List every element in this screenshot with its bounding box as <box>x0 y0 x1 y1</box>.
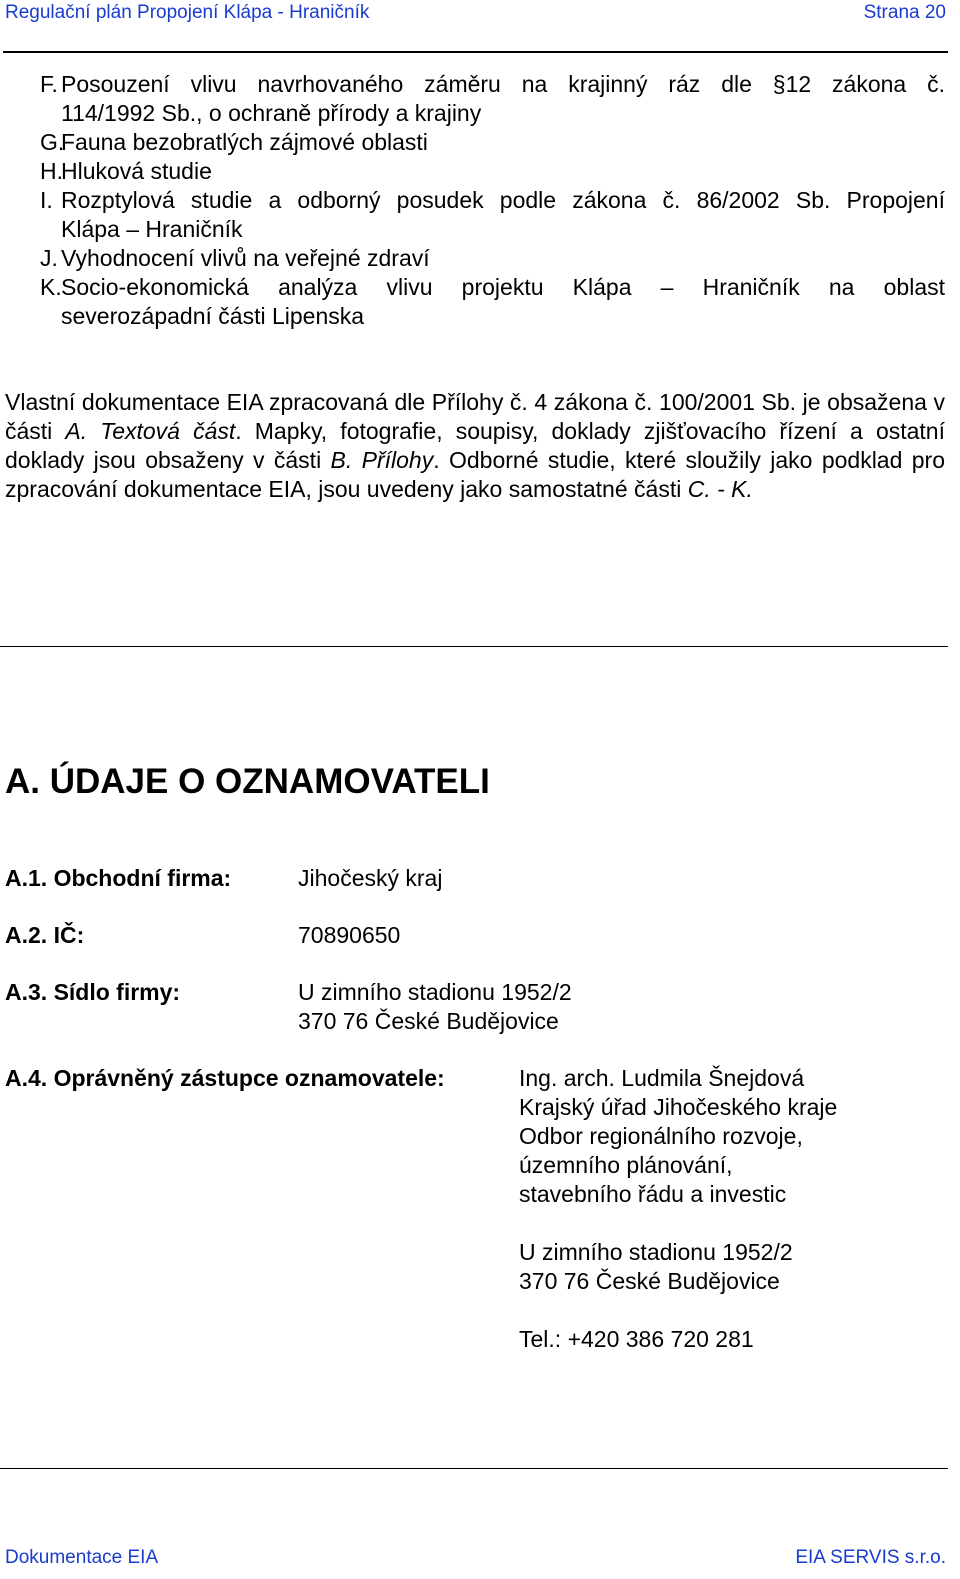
field-label: A.3. Sídlo firmy: <box>5 979 181 1005</box>
list-item <box>40 157 945 186</box>
field-value <box>519 1064 837 1354</box>
appendix-list <box>40 70 945 331</box>
field-value-line: Ing. arch. Ludmila Šnejdová <box>519 1065 805 1091</box>
header-rule <box>3 51 948 53</box>
list-text-line: Klápa – Hraničník <box>61 216 243 242</box>
intro-paragraph <box>5 388 945 504</box>
field-value <box>298 978 572 1036</box>
field-value-line: 70890650 <box>298 922 401 948</box>
list-letter: G. <box>40 129 65 155</box>
spacer <box>519 1296 837 1325</box>
list-letter: I. <box>40 187 53 213</box>
field-value <box>298 864 442 893</box>
field-value-line: U zimního stadionu 1952/2 <box>298 979 572 1005</box>
field-value-line: Jihočeský kraj <box>298 865 443 891</box>
field-label: A.2. IČ: <box>5 922 85 948</box>
document-title: Regulační plán Propojení Klápa - Hraničník <box>5 2 370 23</box>
paragraph-text: Vlastní dokumentace EIA zpracovaná dle Přílohy č. 4 zákona č. 100/2001 Sb. je obsažena v části <box>5 389 945 444</box>
list-item <box>40 273 945 331</box>
list-letter: J. <box>40 245 58 271</box>
list-item <box>40 128 945 157</box>
list-text-line: Fauna bezobratlých zájmové oblasti <box>61 129 428 155</box>
section-divider <box>0 646 948 647</box>
list-letter: F. <box>40 71 58 97</box>
list-text-line: severozápadní části Lipenska <box>61 303 365 329</box>
list-item <box>40 186 945 244</box>
spacer <box>519 1209 837 1238</box>
list-item <box>40 70 945 128</box>
list-letter: H. <box>40 158 63 184</box>
paragraph-italic: B. Přílohy <box>330 447 434 473</box>
page-header <box>5 0 946 25</box>
section-title: A. ÚDAJE O OZNAMOVATELI <box>5 762 490 801</box>
page-footer <box>5 1545 946 1570</box>
field-label: A.4. Oprávněný zástupce oznamovatele: <box>5 1065 445 1091</box>
field-value-line: 370 76 České Budějovice <box>519 1268 780 1294</box>
field-value <box>298 921 400 950</box>
list-text-line: Vyhodnocení vlivů na veřejné zdraví <box>61 245 430 271</box>
paragraph-italic: C. - K. <box>687 476 753 502</box>
list-text-line: Posouzení vlivu navrhovaného záměru na krajinný ráz dle §12 zákona č. <box>61 71 945 97</box>
paragraph-text: . Odborné studie, které sloužily jako podklad pro zpracování dokumentace EIA, jsou uvedeny jako samostatné části <box>5 447 945 502</box>
list-text-line: Socio-ekonomická analýza vlivu projektu Klápa – Hraničník na oblast <box>61 274 945 300</box>
list-text-line: 114/1992 Sb., o ochraně přírody a krajiny <box>61 100 482 126</box>
footer-rule <box>0 1468 948 1469</box>
paragraph-italic: A. Textová část <box>65 418 236 444</box>
list-text-line: Rozptylová studie a odborný posudek podle zákona č. 86/2002 Sb. Propojení <box>61 187 945 213</box>
paragraph-text: . Mapky, fotografie, soupisy, doklady zjišťovacího řízení a ostatní doklady jsou obsaženy v části <box>5 418 945 473</box>
field-value-line: 370 76 České Budějovice <box>298 1008 559 1034</box>
field-value-line: stavebního řádu a investic <box>519 1181 787 1207</box>
page-number: Strana 20 <box>863 2 946 23</box>
footer-company: EIA SERVIS s.r.o. <box>795 1547 946 1568</box>
footer-document: Dokumentace EIA <box>5 1547 159 1568</box>
field-label: A.1. Obchodní firma: <box>5 865 232 891</box>
list-item <box>40 244 945 273</box>
field-value-line: územního plánování, <box>519 1152 733 1178</box>
field-value-line: Tel.: +420 386 720 281 <box>519 1326 754 1352</box>
field-value-line: Krajský úřad Jihočeského kraje <box>519 1094 838 1120</box>
field-value-line: U zimního stadionu 1952/2 <box>519 1239 793 1265</box>
list-text-line: Hluková studie <box>61 158 212 184</box>
list-letter: K. <box>40 274 62 300</box>
field-value-line: Odbor regionálního rozvoje, <box>519 1123 803 1149</box>
